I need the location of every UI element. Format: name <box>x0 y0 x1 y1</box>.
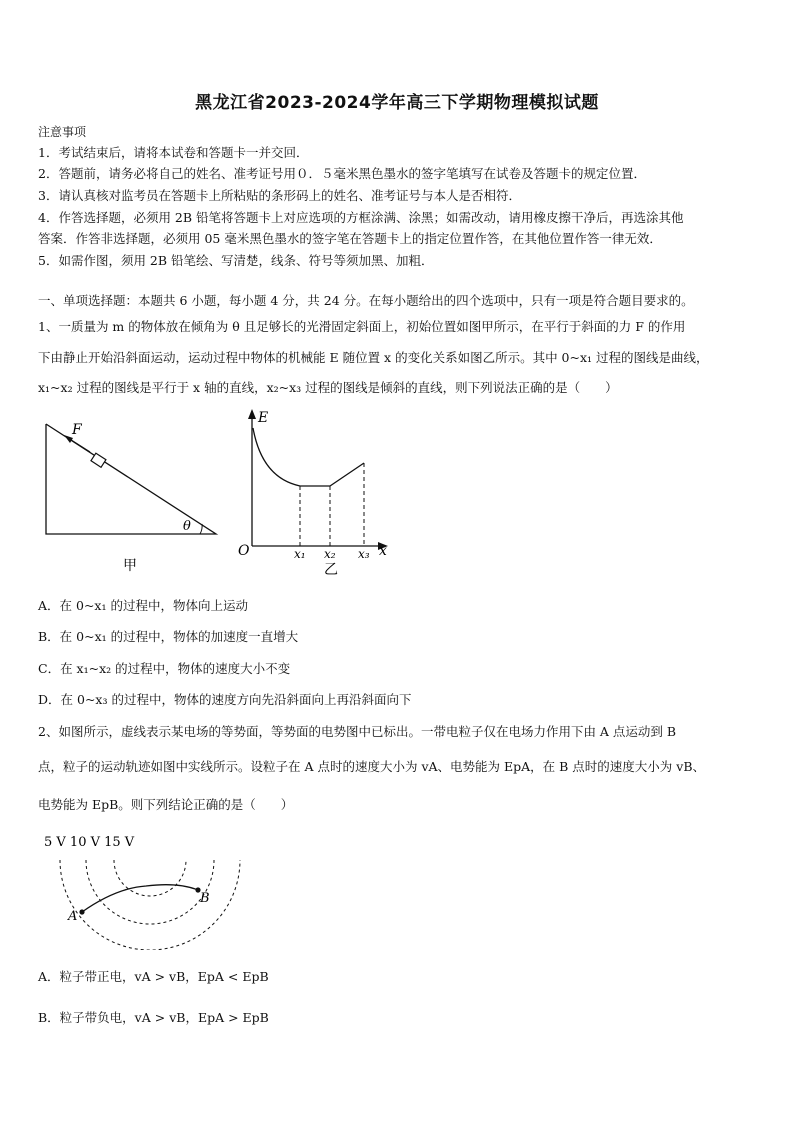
figure-equipotential <box>38 830 258 950</box>
x-axis-label: x <box>379 543 387 559</box>
figure-caption: 甲 <box>123 558 137 574</box>
question-2-text: 2、如图所示，虚线表示某电场的等势面，等势面的电势图中已标出。一带电粒子仅在电场力作用下由 A 点运动到 B <box>38 724 677 739</box>
option-c: C．在 x₁~x₂ 的过程中，物体的速度大小不变 <box>38 661 291 676</box>
page-title: 黑龙江省2023-2024学年高三下学期物理模拟试题 <box>195 93 599 113</box>
origin-label: O <box>238 543 250 559</box>
question-2-text: 点，粒子的运动轨迹如图中实线所示。设粒子在 A 点时的速度大小为 vA、电势能为 EpA，在 B 点时的速度大小为 vB、 <box>38 759 706 774</box>
note-item: 答案．作答非选择题，必须用 05 毫米黑色墨水的签字笔在答题卡上的指定位置作答，在其他位置作答一律无效． <box>38 231 662 246</box>
note-item: 2．答题前，请务必将自己的姓名、准考证号用０．５毫米黑色墨水的签字笔填写在试卷及答题卡的规定位置． <box>38 166 646 181</box>
potential-labels: 5 V 10 V 15 V <box>44 835 135 850</box>
option-d: D．在 0~x₃ 的过程中，物体的速度方向先沿斜面向上再沿斜面向下 <box>38 692 412 707</box>
section-heading: 一、单项选择题：本题共 6 小题，每小题 4 分，共 24 分。在每小题给出的四个选项中，只有一项是符合题目要求的。 <box>38 293 694 308</box>
angle-label: θ <box>183 519 191 534</box>
note-item: 5．如需作图，须用 2B 铅笔绘、写清楚，线条、符号等须加黑、加粗． <box>38 253 434 268</box>
force-label: F <box>72 422 82 438</box>
equipotential-10v <box>86 860 214 924</box>
figure-caption: 乙 <box>324 562 338 578</box>
option-a: A．在 0~x₁ 的过程中，物体向上运动 <box>38 598 248 613</box>
point-a <box>79 909 84 914</box>
question-1-text: x₁~x₂ 过程的图线是平行于 x 轴的直线，x₂~x₃ 过程的图线是倾斜的直线，则下列说法正确的是（ ） <box>38 380 618 395</box>
point-b-label: B <box>200 891 210 906</box>
note-item: 1．考试结束后，请将本试卷和答题卡一并交回． <box>38 145 309 160</box>
tick-x1: x₁ <box>294 547 306 561</box>
option-b: B．粒子带负电，vA > vB，EpA > EpB <box>38 1010 269 1025</box>
energy-curve <box>253 428 364 486</box>
figure-energy-graph <box>232 406 402 578</box>
option-a: A．粒子带正电，vA > vB，EpA < EpB <box>38 969 269 984</box>
figure-incline <box>40 412 230 582</box>
y-axis-label: E <box>258 410 269 426</box>
question-1-text: 下由静止开始沿斜面运动，运动过程中物体的机械能 E 随位置 x 的变化关系如图乙所示。其中 0~x₁ 过程的图线是曲线， <box>38 350 709 365</box>
tick-x2: x₂ <box>324 547 336 561</box>
note-item: 3．请认真核对监考员在答题卡上所粘贴的条形码上的姓名、准考证号与本人是否相符． <box>38 188 521 203</box>
point-a-label: A <box>68 909 78 924</box>
notes-heading: 注意事项 <box>38 125 87 139</box>
tick-x3: x₃ <box>358 547 370 561</box>
option-b: B．在 0~x₁ 的过程中，物体的加速度一直增大 <box>38 629 299 644</box>
particle-trajectory <box>82 885 198 912</box>
question-2-text: 电势能为 EpB。则下列结论正确的是（ ） <box>38 797 294 812</box>
question-1-text: 1、一质量为 m 的物体放在倾角为 θ 且足够长的光滑固定斜面上，初始位置如图甲所示，在平行于斜面的力 F 的作用 <box>38 319 686 334</box>
note-item: 4．作答选择题，必须用 2B 铅笔将答题卡上对应选项的方框涂满、涂黑；如需改动，请用橡皮擦干净后，再选涂其他 <box>38 210 684 225</box>
